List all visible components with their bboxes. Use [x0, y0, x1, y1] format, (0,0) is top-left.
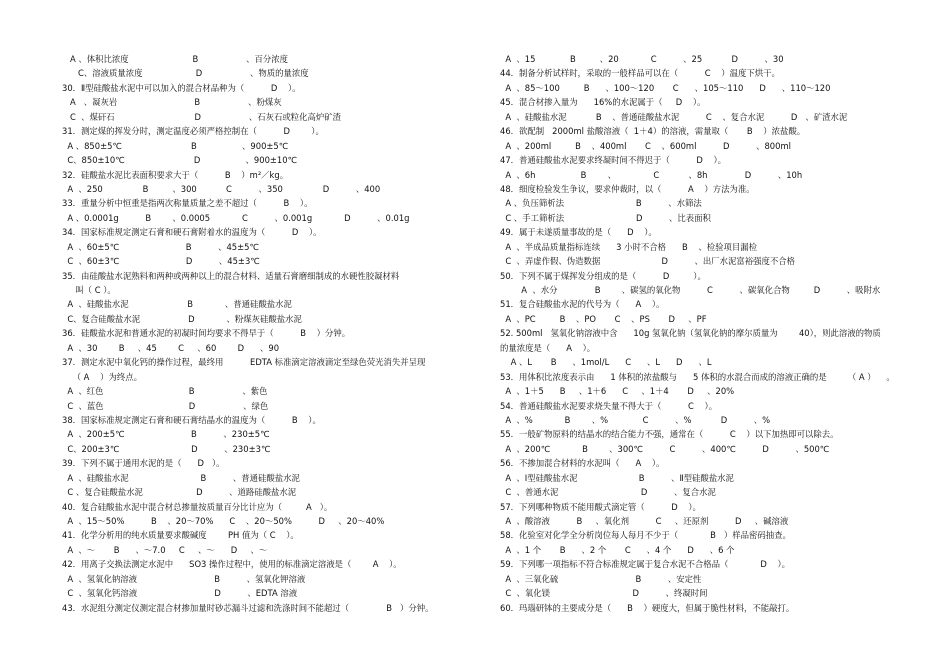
text-line: A 、氢氧化钠溶液 B 、氢氧化钾溶液	[62, 573, 306, 584]
text-line: C 、蓝色 D 、绿色	[62, 400, 269, 411]
text-line: 44．制备分析试样时，采取的一般样品可以在（ C ）温度下烘干。	[500, 68, 780, 79]
text-line: 53．用体积比浓度表示由 1 体积的浓盐酸与 5 体积的水混合而成的溶液正确的是 （ A ） 。	[500, 371, 895, 382]
text-line: C 、60±3℃ D 、45±3℃	[62, 256, 260, 267]
text-line: （ A ）为终点。	[62, 371, 142, 382]
text-line: C 、弄虚作假、伪造数据 D 、出厂水泥富裕强度不合格	[500, 256, 796, 267]
text-line: A 、体积比浓度 B 、百分浓度	[62, 54, 289, 64]
text-line: 50．下列不属于煤挥发分组成的是（ D ）。	[500, 270, 706, 281]
text-line: 的量浓度是（ A ）。	[500, 342, 596, 353]
text-line: 35．由硅酸盐水泥熟料和两种或两种以上的混合材料、适量石膏磨细制成的水硬性胶凝材料	[62, 270, 400, 281]
right-column	[500, 52, 920, 615]
text-line: A 、半成品质量指标连续 3 小时不合格 B 、检验项目漏检	[500, 241, 757, 252]
text-line: A 、Ⅰ型硅酸盐水泥 B 、Ⅱ型硅酸盐水泥	[500, 472, 734, 483]
text-line: 36．硅酸盐水泥和普通水泥的初凝时间均要求不得早于（ B ）分钟。	[62, 328, 351, 339]
text-line: C 、普通水泥 D 、复合水泥	[500, 487, 716, 498]
text-line: A 、15～50% B 、20～70% C 、20～50% D 、20～40%	[62, 516, 385, 526]
text-line: C 、煤矸石 D 、石灰石或粒化高炉矿渣	[62, 111, 342, 122]
text-line: 59．下列哪一项指标不符合标准规定属于复合水泥不合格品（ D ）。	[500, 559, 791, 570]
text-line: A 、1＋5 B 、1＋6 C 、1＋4 D 、20%	[500, 386, 735, 397]
text-line: A 、60±5℃ B 、45±5℃	[62, 241, 259, 252]
text-line: 43．水泥组分测定仪测定混合材掺加量时砂芯漏斗过滤和洗涤时间不能超过（ B ）分钟。	[62, 602, 434, 613]
text-line: C 、氧化镁 D 、终凝时间	[500, 588, 708, 599]
text-line: C、复合硅酸盐水泥 D 、粉煤灰硅酸盐水泥	[62, 313, 302, 324]
text-line: 37．测定水泥中氧化钙的操作过程，最终用 EDTA 标准滴定溶液滴定至绿色荧光消失并呈现	[62, 357, 426, 368]
text-line: 48．细度检验发生争议，要求仲裁时，以（ A ）方法为准。	[500, 183, 755, 194]
text-line: 47．普通硅酸盐水泥要求终凝时间不得迟于（ D ）。	[500, 155, 727, 166]
text-line: C、200±3℃ D 、230±3℃	[62, 443, 271, 454]
text-line: A 、L B 、1mol/L C 、L D 、L	[500, 357, 712, 368]
text-line: A 、1 个 B 、2 个 C 、4 个 D 、6 个	[500, 544, 735, 555]
text-line: A 、水分 B 、碳氢的氧化物 C 、碳氧化合物 D 、吸附水	[500, 285, 881, 295]
text-line: 41．化学分析用的纯水质量要求酸碱度 PH 值为（ C ）。	[62, 530, 299, 541]
text-line: A 、负压筛析法 B 、水筛法	[500, 198, 702, 209]
text-line: 56．不掺加混合材料的水泥叫（ A ）。	[500, 458, 665, 469]
text-line: C 、氢氧化钙溶液 D 、EDTA 溶液	[62, 588, 298, 599]
text-line: A 、硅酸盐水泥 B 、普通硅酸盐水泥	[62, 472, 300, 483]
text-line: A 、硅酸盐水泥 B 、普通硅酸盐水泥	[62, 299, 292, 310]
text-line: C、850±10℃ D 、900±10℃	[62, 155, 297, 166]
text-line: A 、三氧化硫 B 、安定性	[500, 573, 702, 584]
text-line: 40．复合硅酸盐水泥中混合材总掺量按质量百分比计应为（ A ）。	[62, 501, 333, 512]
text-line: C 、复合硅酸盐水泥 D 、道路硅酸盐水泥	[62, 487, 297, 498]
text-line: 42．用离子交换法测定水泥中 SO3 操作过程中，使用的标准滴定溶液是（ A ）。	[62, 559, 402, 570]
text-line: A 、200ml B 、400ml C 、600ml D 、800ml	[500, 140, 791, 151]
text-line: 54．普通硅酸盐水泥要求烧失量不得大于（ C ）。	[500, 400, 718, 411]
text-line: A 、85～100 B 、100～120 C 、105～110 D 、110～120	[500, 82, 831, 93]
text-line: 38．国家标准规定测定石膏和硬石膏结晶水的温度为（ B ）。	[62, 414, 321, 425]
text-line: A 、% B 、% C 、% D 、%	[500, 414, 771, 425]
text-line: A 、凝灰岩 B 、粉煤灰	[62, 97, 282, 108]
text-line: 49．属于未遂质量事故的是（ D ）。	[500, 227, 657, 238]
text-line: 52. 500ml 氢氧化钠溶液中含 10g 氢氧化钠（氢氧化钠的摩尔质量为 40），则此溶液的物质	[500, 328, 881, 339]
text-line: 46．欲配制 2000ml 盐酸溶液（ 1＋4）的溶液，需量取（ B ）浓盐酸。	[500, 126, 806, 137]
text-line: 31．测定煤的挥发分时，测定温度必须严格控制在（ D ）。	[62, 126, 324, 137]
text-line: A 、6h B 、 C 、8h D 、10h	[500, 169, 803, 180]
text-line: A 、850±5℃ B 、900±5℃	[62, 140, 289, 151]
text-line: A 、硅酸盐水泥 B 、普通硅酸盐水泥 C 、复合水泥 D 、矿渣水泥	[500, 111, 848, 122]
text-line: 32．硅酸盐水泥比表面积要求大于（ B ）m²／kg。	[62, 169, 289, 180]
text-line: 51．复合硅酸盐水泥的代号为（ A ）。	[500, 299, 665, 310]
text-line: 45．混合材掺入量为 16%的水泥属于（ D ）。	[500, 97, 706, 108]
text-line: A 、30 B 、45 C 、60 D 、90	[62, 342, 280, 353]
text-line: A 、～ B 、～7.0 C 、～ D 、～	[62, 544, 268, 555]
text-line: A 、200±5℃ B 、230±5℃	[62, 429, 270, 440]
text-line: A 、酸溶液 B 、氧化剂 C 、还原剂 D 、碱溶液	[500, 516, 789, 526]
text-line: A 、红色 B 、紫色	[62, 386, 268, 397]
text-line: A 、250 B 、300 C 、350 D 、400	[62, 183, 381, 194]
text-line: C、溶液质量浓度 D 、物质的量浓度	[62, 68, 309, 79]
text-line: 33．重量分析中恒重是指两次称量质量之差不超过（ B ）。	[62, 198, 313, 209]
text-line: 60．玛瑙研钵的主要成分是（ B ）硬度大，但属于脆性材料，不能敲打。	[500, 602, 795, 613]
text-line: 57．下列哪种物质不能用酸式滴定管（ D ）。	[500, 501, 701, 512]
text-line: A 、200℃ B 、300℃ C 、400℃ D 、500℃	[500, 443, 830, 454]
left-column	[62, 52, 482, 615]
text-line: 34．国家标准规定测定石膏和硬石膏附着水的温度为（ D ）。	[62, 227, 322, 238]
text-line: A 、15 B 、20 C 、25 D 、30	[500, 54, 784, 64]
text-line: 55．一般矿物原料的结晶水的结合能力不强，通常在（ C ）以下加热即可以除去。	[500, 429, 839, 440]
text-line: C 、手工筛析法 D 、比表面积	[500, 212, 711, 223]
text-line: 30．Ⅱ型硅酸盐水泥中可以加入的混合材品种为（ D ）。	[62, 82, 301, 93]
text-line: A 、0.0001g B 、0.0005 C 、0.001g D 、0.01g	[62, 212, 410, 223]
text-line: 58．化验室对化学全分析岗位每人每月不少于（ B ）样品密码抽查。	[500, 530, 791, 541]
text-line: 叫（ C ）。	[62, 285, 116, 295]
text-line: A 、PC B 、PO C 、PS D 、PF	[500, 313, 707, 324]
text-line: 39．下列不属于通用水泥的是（ D ）。	[62, 458, 225, 469]
